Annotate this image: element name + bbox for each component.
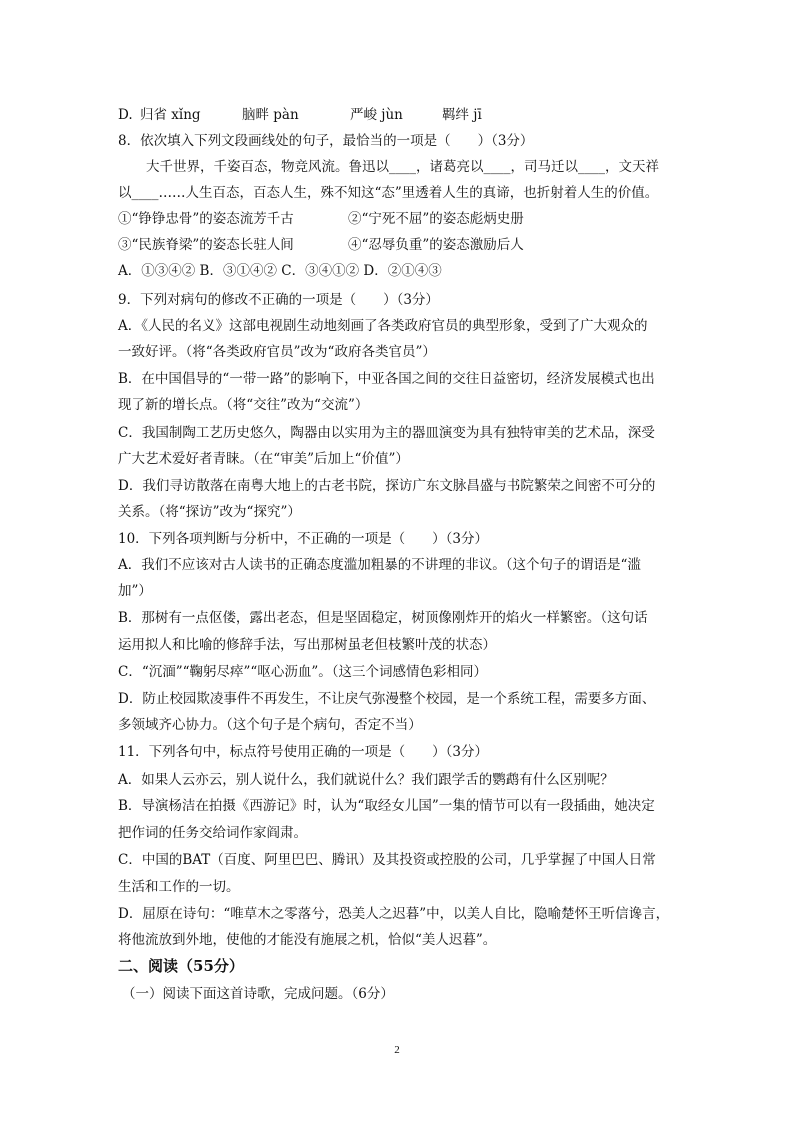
q9-option-b-line2: 现了新的增长点。（将“交往”改为“交流”） <box>118 397 369 413</box>
q8-options-row2 <box>118 236 678 254</box>
q8-paragraph-line2: 以____……人生百态，百态人生，殊不知这“态”里透着人生的真谛，也折射着人生的价值。 <box>118 185 659 201</box>
q9-option-d-line1: D．我们寻访散落在南粤大地上的古老书院，探访广东文脉昌盛与书院繁荣之间密不可分的 <box>118 478 656 494</box>
q10-option-b-line1: B．那树有一点伛偻，露出老态，但是坚固稳定，树顶像刚炸开的焰火一样繁密。（这句话 <box>118 610 648 626</box>
q9-option-b-line1: B．在中国倡导的“一带一路”的影响下，中亚各国之间的交往日益密切，经济发展模式也出 <box>118 371 655 387</box>
q10-option-b-line2: 运用拟人和比喻的修辞手法，写出那树虽老但枝繁叶茂的状态） <box>118 637 496 653</box>
q9-option-c-line1: C．我国制陶工艺历史悠久，陶器由以实用为主的器皿演变为具有独特审美的艺术品，深受 <box>118 425 655 441</box>
section-2-title: 二、阅读（55分） <box>118 957 244 975</box>
q11-stem: 11．下列各句中，标点符号使用正确的一项是（ ）（3分） <box>118 744 489 760</box>
q11-option-d-line1: D．屈原在诗句：“唯草木之零落兮，恐美人之迟暮”中，以美人自比，隐喻楚怀王听信谗言， <box>118 906 670 922</box>
q8-paragraph-line1: 大千世界，千姿百态，物竞风流。鲁迅以____，诸葛亮以____，司马迁以____，文天祥 <box>146 159 659 175</box>
q10-option-d-line1: D．防止校园欺凌事件不再发生，不让戾气弥漫整个校园，是一个系统工程，需要多方面、 <box>118 691 656 707</box>
q10-option-d-line2: 多领域齐心协力。（这个句子是个病句，否定不当） <box>118 717 422 733</box>
q9-option-a-line1: A．《人民的名义》这部电视剧生动地刻画了各类政府官员的典型形象，受到了广大观众的 <box>118 318 648 334</box>
q11-option-d-line2: 将他流放到外地，使他的才能没有施展之机，恰似“美人迟暮”。 <box>118 932 497 948</box>
q7-d-word4: 羁绊 jī <box>442 107 482 123</box>
q10-stem: 10．下列各项判断与分析中，不正确的一项是（ ）（3分） <box>118 531 489 547</box>
q7-d-word1: 归省 xǐng <box>140 107 201 123</box>
q9-option-a-line2: 一致好评。（将“各类政府官员”改为“政府各类官员”） <box>118 344 436 360</box>
q10-option-c-line1: C．“沉湎”“鞠躬尽瘁”“呕心沥血”。（这三个词感情色彩相同） <box>118 664 487 680</box>
page-number: 2 <box>394 1044 400 1056</box>
q8-options-row1 <box>118 210 678 228</box>
q7-d-label: D. <box>118 107 133 123</box>
q8-option-1: ①“铮铮忠骨”的姿态流芳千古 <box>118 211 294 227</box>
q10-option-a-line1: A．我们不应该对古人读书的正确态度滥加粗暴的不讲理的非议。（这个句子的谓语是“滥 <box>118 557 641 573</box>
q9-option-d-line2: 关系。（将“探访”改为“探究”） <box>118 504 301 520</box>
q11-option-b-line1: B．导演杨洁在拍摄《西游记》时，认为“取经女儿国”一集的情节可以有一段插曲，她决定 <box>118 798 655 814</box>
q11-option-c-line1: C．中国的BAT（百度、阿里巴巴、腾讯）及其投资或控股的公司，几乎掌握了中国人日常 <box>118 852 656 868</box>
q8-stem: 8．依次填入下列文段画线处的句子，最恰当的一项是（ ）（3分） <box>118 133 534 149</box>
q9-option-c-line2: 广大艺术爱好者青睐。（在“审美”后加上“价值”） <box>118 451 409 467</box>
q11-option-b-line2: 把作词的任务交给词作家阎肃。 <box>118 825 307 841</box>
q11-option-c-line2: 生活和工作的一切。 <box>118 879 240 895</box>
q11-option-a-line1: A．如果人云亦云，别人说什么，我们就说什么？我们跟学舌的鹦鹉有什么区别呢？ <box>118 772 614 788</box>
q8-option-4: ④“忍辱负重”的姿态激励后人 <box>348 237 524 253</box>
q8-option-2: ②“宁死不屈”的姿态彪炳史册 <box>348 211 524 227</box>
q7-d-word3: 严峻 jùn <box>350 107 403 123</box>
q9-stem: 9．下列对病句的修改不正确的一项是（ ）（3分） <box>118 292 439 308</box>
q8-option-3: ③“民族脊梁”的姿态长驻人间 <box>118 237 294 253</box>
q10-option-a-line2: 加”） <box>118 583 152 599</box>
section-2-subtitle: （一）阅读下面这首诗歌，完成问题。（6分） <box>122 986 394 1002</box>
q8-choices: A．①③④② B．③①④② C．③④①② D．②①④③ <box>118 263 442 279</box>
q7-d-word2: 脑畔 pàn <box>242 107 299 123</box>
q7-option-d <box>118 106 678 124</box>
